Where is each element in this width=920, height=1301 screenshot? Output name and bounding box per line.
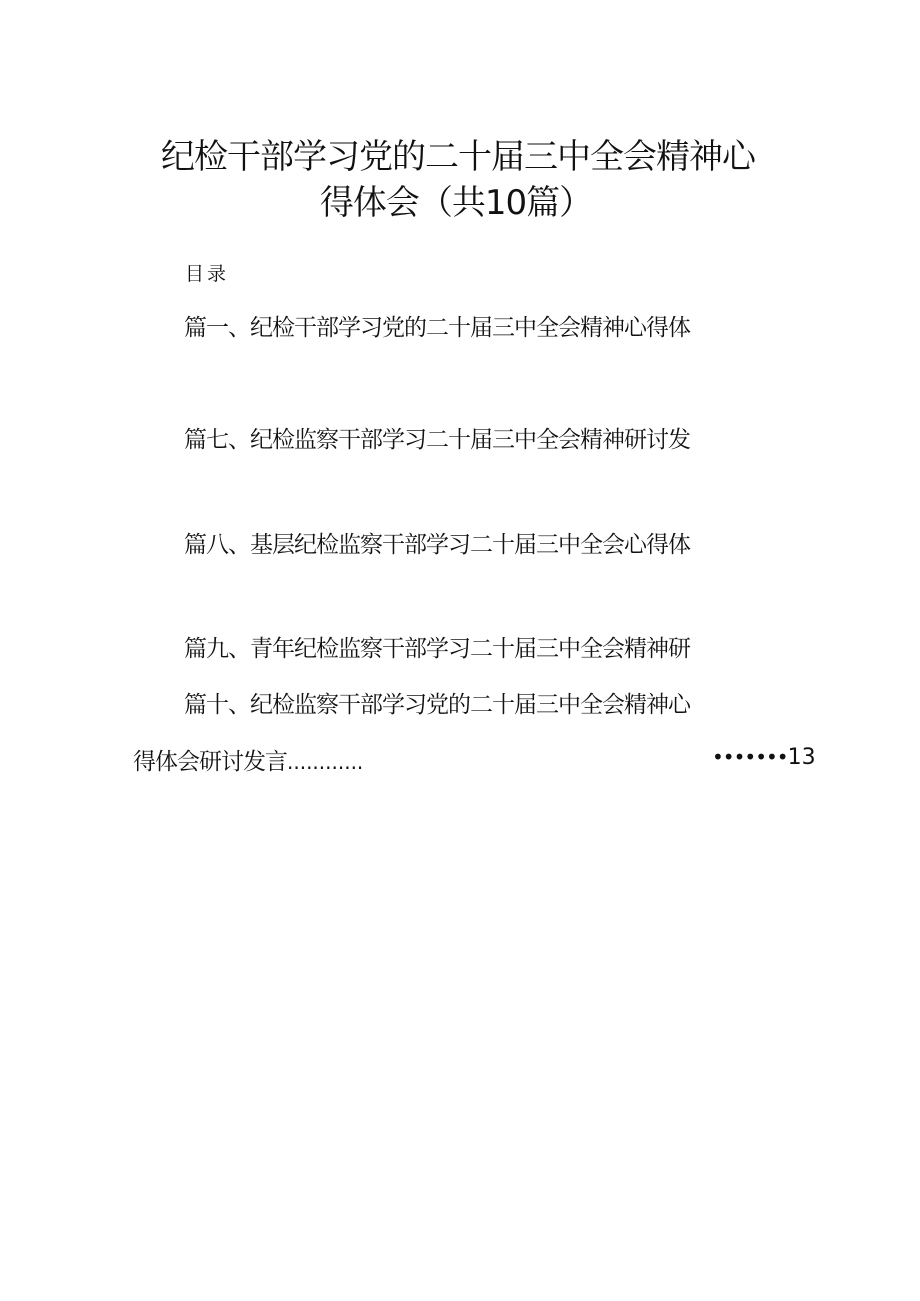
toc-page-number: 13 <box>787 745 816 770</box>
document-title-line-2: 得体会（共10篇） <box>319 183 593 223</box>
toc-page-leader: ••••••• <box>712 745 788 769</box>
toc-heading: 目录 <box>185 263 230 285</box>
toc-page-reference <box>712 742 816 773</box>
toc-entry-9[interactable]: 篇九、青年纪检监察干部学习二十届三中全会精神研 <box>184 636 690 662</box>
document-title-line-1: 纪检干部学习党的二十届三中全会精神心 <box>161 137 755 177</box>
toc-entry-10-continuation[interactable] <box>133 747 363 777</box>
toc-entry-8[interactable]: 篇八、基层纪检监察干部学习二十届三中全会心得体 <box>184 532 690 558</box>
toc-continuation-text: 得体会研讨发言 <box>133 749 287 775</box>
toc-entry-10[interactable]: 篇十、纪检监察干部学习党的二十届三中全会精神心 <box>184 692 690 718</box>
toc-leader-dots: ............ <box>287 750 364 774</box>
toc-entry-1[interactable]: 篇一、纪检干部学习党的二十届三中全会精神心得体 <box>184 315 690 341</box>
toc-entry-7[interactable]: 篇七、纪检监察干部学习二十届三中全会精神研讨发 <box>184 427 690 453</box>
